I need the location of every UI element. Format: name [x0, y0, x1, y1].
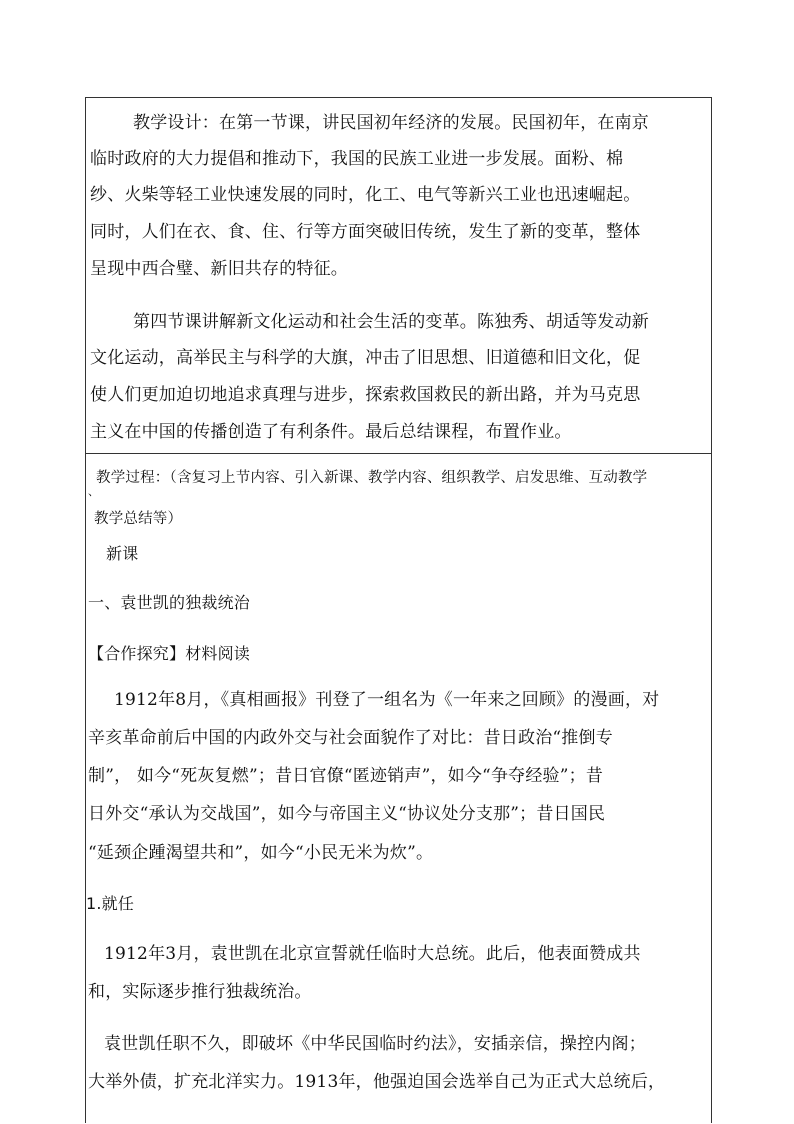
- new-lesson-label: 新课: [106, 544, 139, 563]
- design-para1-line: 纱、火柴等轻工业快速发展的同时，化工、电气等新兴工业也迅速崛起。: [90, 185, 641, 205]
- process-header-tick: 、: [88, 485, 100, 498]
- process-header-continued: 教学总结等）: [94, 511, 183, 527]
- material-line: 制”， 如今“死灰复燃”；昔日官僚“匿迹销声”，如今“争夺经验”；昔: [88, 766, 604, 786]
- dictatorship-line: 袁世凯任职不久，即破坏《中华民国临时约法》，安插亲信，操控内阁；: [104, 1034, 646, 1054]
- material-line: 日外交“承认为交战国”，如今与帝国主义“协议处分支那”；昔日国民: [88, 804, 606, 824]
- design-para1-line: 教学设计：在第一节课，讲民国初年经济的发展。民国初年，在南京: [133, 113, 649, 133]
- design-para1-line: 临时政府的大力提倡和推动下，我国的民族工业进一步发展。面粉、棉: [90, 149, 624, 169]
- section-heading: 一、袁世凯的独裁统治: [88, 593, 251, 612]
- dictatorship-line: 大举外债，扩充北洋实力。1913年，他强迫国会选举自己为正式大总统后，: [88, 1072, 666, 1092]
- design-para2-line: 文化运动，高举民主与科学的大旗，冲击了旧思想、旧道德和旧文化，促: [90, 348, 641, 368]
- lesson-plan-table: [85, 97, 712, 1123]
- design-para1-line: 同时，人们在衣、食、住、行等方面突破旧传统，发生了新的变革，整体: [90, 222, 641, 242]
- design-para2-line: 使人们更加迫切地追求真理与进步，探索救国救民的新出路，并为马克思: [90, 385, 641, 405]
- material-line: “延颈企踵渴望共和”，如今“小民无米为炊”。: [88, 843, 434, 863]
- teaching-design-cell: [86, 98, 711, 454]
- design-para2-line: 第四节课讲解新文化运动和社会生活的变革。陈独秀、胡适等发动新: [133, 312, 649, 332]
- inauguration-line: 和，实际逐步推行独裁统治。: [88, 982, 312, 1002]
- process-header: 教学过程：（含复习上节内容、引入新课、教学内容、组织教学、启发思维、互动教学: [96, 470, 648, 486]
- inauguration-line: 1912年3月，袁世凯在北京宣誓就任临时大总统。此后，他表面赞成共: [104, 944, 641, 964]
- material-line: 辛亥革命前后中国的内政外交与社会面貌作了对比：昔日政治“推倒专: [88, 728, 613, 748]
- cooperative-explore-heading: 【合作探究】材料阅读: [88, 644, 251, 663]
- design-para1-line: 呈现中西合璧、新旧共存的特征。: [90, 259, 348, 279]
- material-line: 1912年8月，《真相画报》刊登了一组名为《一年来之回顾》的漫画，对: [114, 690, 660, 710]
- teaching-process-cell: [86, 454, 711, 1124]
- design-para2-line: 主义在中国的传播创造了有利条件。最后总结课程，布置作业。: [90, 422, 572, 442]
- subsection-heading: 1.就任: [86, 894, 135, 913]
